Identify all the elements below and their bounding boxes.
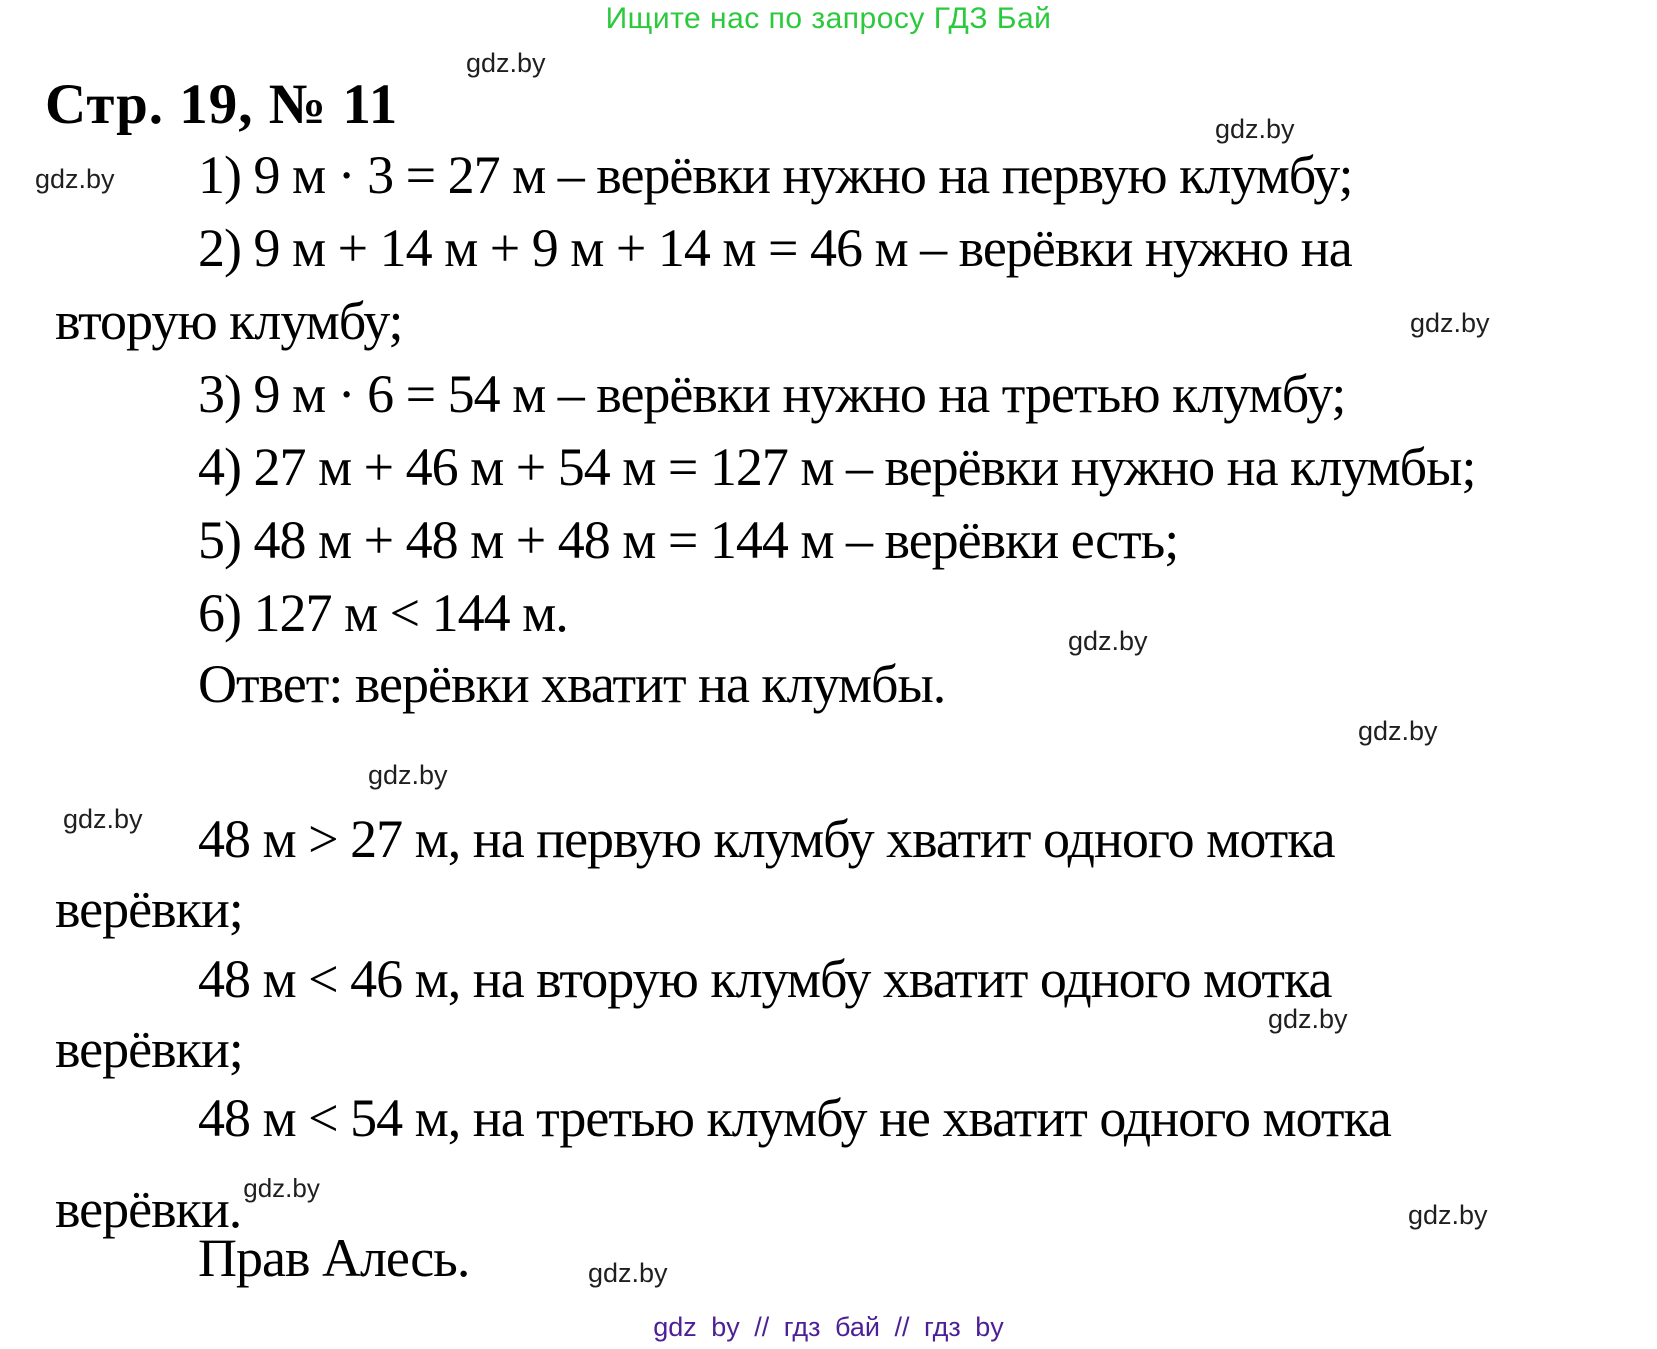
- comparison-line-1: 48 м > 27 м, на первую клумбу хватит одного мотка: [198, 809, 1335, 869]
- solution-line-3: 3) 9 м · 6 = 54 м – верёвки нужно на третью клумбу;: [198, 364, 1346, 424]
- gdz-watermark: gdz.by: [588, 1258, 668, 1288]
- gdz-watermark: gdz.by: [1410, 308, 1490, 338]
- gdz-watermark: gdz.by: [1068, 626, 1148, 656]
- solution-line-2-cont: вторую клумбу;: [55, 291, 403, 351]
- gdz-watermark: gdz.by: [466, 48, 546, 78]
- comparison-line-2-cont: верёвки;: [55, 1019, 243, 1079]
- solution-line-1: 1) 9 м · 3 = 27 м – верёвки нужно на первую клумбу;: [198, 145, 1353, 205]
- comparison-line-3-cont-text: верёвки.: [55, 1179, 242, 1239]
- gdz-watermark: gdz.by: [368, 760, 448, 790]
- gdz-watermark: gdz.by: [1408, 1200, 1488, 1230]
- conclusion-line: Прав Алесь.: [198, 1228, 470, 1288]
- comparison-line-2: 48 м < 46 м, на вторую клумбу хватит одного мотка: [198, 949, 1332, 1009]
- solution-line-5: 5) 48 м + 48 м + 48 м = 144 м – верёвки есть;: [198, 510, 1179, 570]
- comparison-line-3: 48 м < 54 м, на третью клумбу не хватит одного мотка: [198, 1088, 1391, 1148]
- gdz-watermark: gdz.by: [63, 804, 143, 834]
- answer-line: Ответ: верёвки хватит на клумбы.: [198, 654, 946, 714]
- comparison-line-1-cont: верёвки;: [55, 879, 243, 939]
- footer-search-queries: gdz by // гдз бай // гдз by: [653, 1312, 1004, 1342]
- solution-line-2: 2) 9 м + 14 м + 9 м + 14 м = 46 м – верёвки нужно на: [198, 218, 1352, 278]
- page-title: Стр. 19, № 11: [45, 73, 399, 136]
- comparison-line-3-cont: [55, 1152, 320, 1239]
- promo-header: Ищите нас по запросу ГДЗ Бай: [605, 2, 1052, 35]
- gdz-watermark-superscript: gdz.by: [243, 1173, 320, 1203]
- gdz-watermark: gdz.by: [1268, 1004, 1348, 1034]
- solution-line-4: 4) 27 м + 46 м + 54 м = 127 м – верёвки нужно на клумбы;: [198, 437, 1476, 497]
- gdz-watermark: gdz.by: [1358, 716, 1438, 746]
- gdz-watermark: gdz.by: [35, 164, 115, 194]
- gdz-watermark: gdz.by: [1215, 114, 1295, 144]
- solution-line-6: 6) 127 м < 144 м.: [198, 583, 568, 643]
